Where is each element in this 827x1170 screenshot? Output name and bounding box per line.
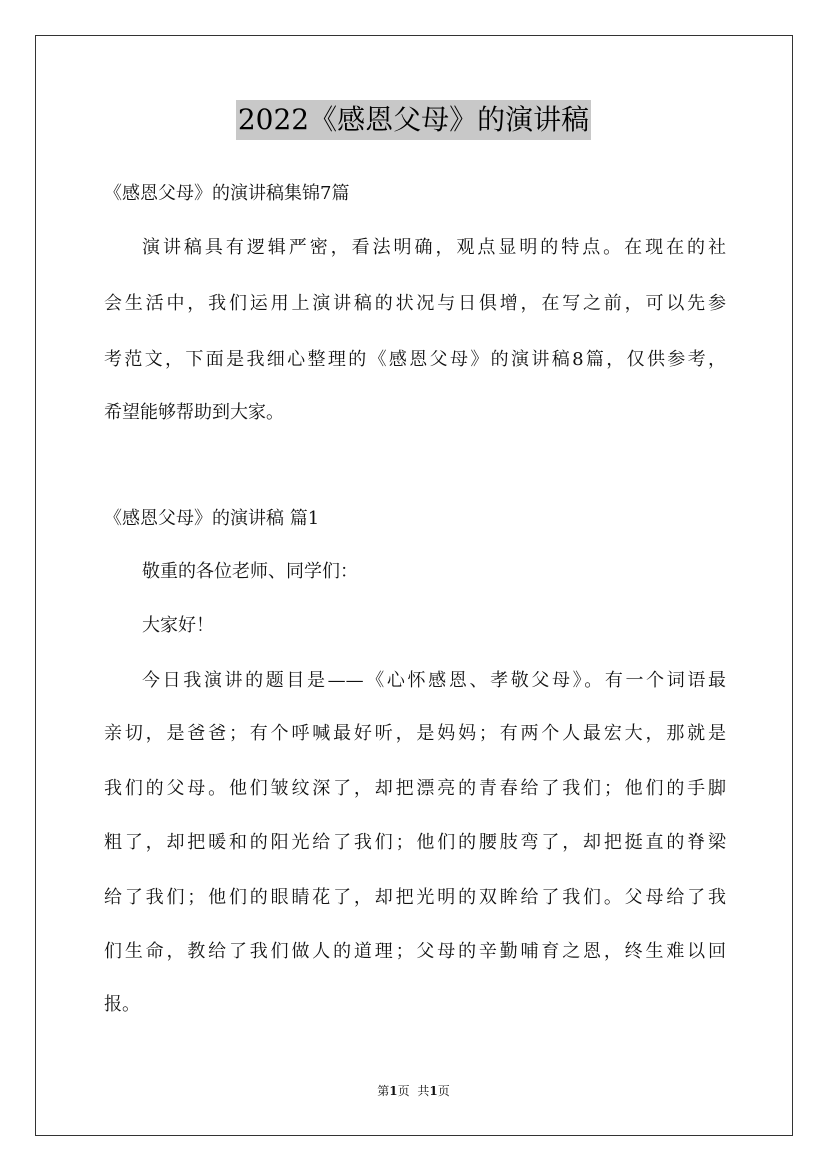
body-line: 们生命，教给了我们做人的道理；父母的辛勤哺育之恩，终生难以回: [104, 941, 726, 962]
document-title: 2022《感恩父母》的演讲稿: [236, 100, 591, 140]
hello-line: 大家好！: [142, 615, 214, 636]
title-container: [0, 100, 827, 140]
body-line: 今日我演讲的题目是——《心怀感恩、孝敬父母》。有一个词语最: [142, 670, 726, 691]
intro-line: 希望能够帮助到大家。: [104, 402, 284, 423]
intro-line: 考范文，下面是我细心整理的《感恩父母》的演讲稿8篇，仅供参考，: [104, 349, 726, 370]
section-heading: 《感恩父母》的演讲稿 篇1: [104, 508, 320, 529]
body-line: 亲切，是爸爸；有个呼喊最好听，是妈妈；有两个人最宏大，那就是: [104, 723, 726, 744]
page-footer: [0, 1083, 827, 1099]
page-label-prefix: 第: [377, 1084, 390, 1098]
greeting-line: 敬重的各位老师、同学们：: [142, 561, 358, 582]
total-pages: 1: [429, 1084, 438, 1098]
page-label-suffix: 页: [397, 1084, 410, 1098]
body-line: 给了我们；他们的眼睛花了，却把光明的双眸给了我们。父母给了我: [104, 887, 726, 908]
total-label-prefix: 共: [417, 1084, 430, 1098]
body-line: 粗了，却把暖和的阳光给了我们；他们的腰肢弯了，却把挺直的脊梁: [104, 832, 726, 853]
body-line: 报。: [104, 994, 140, 1015]
intro-line: 会生活中，我们运用上演讲稿的状况与日俱增，在写之前，可以先参: [104, 293, 726, 314]
document-subtitle: 《感恩父母》的演讲稿集锦7篇: [104, 183, 350, 204]
body-line: 我们的父母。他们皱纹深了，却把漂亮的青春给了我们；他们的手脚: [104, 778, 726, 799]
intro-line: 演讲稿具有逻辑严密，看法明确，观点显明的特点。在现在的社: [142, 237, 726, 258]
page-number: 1: [389, 1084, 398, 1098]
total-label-suffix: 页: [437, 1084, 450, 1098]
